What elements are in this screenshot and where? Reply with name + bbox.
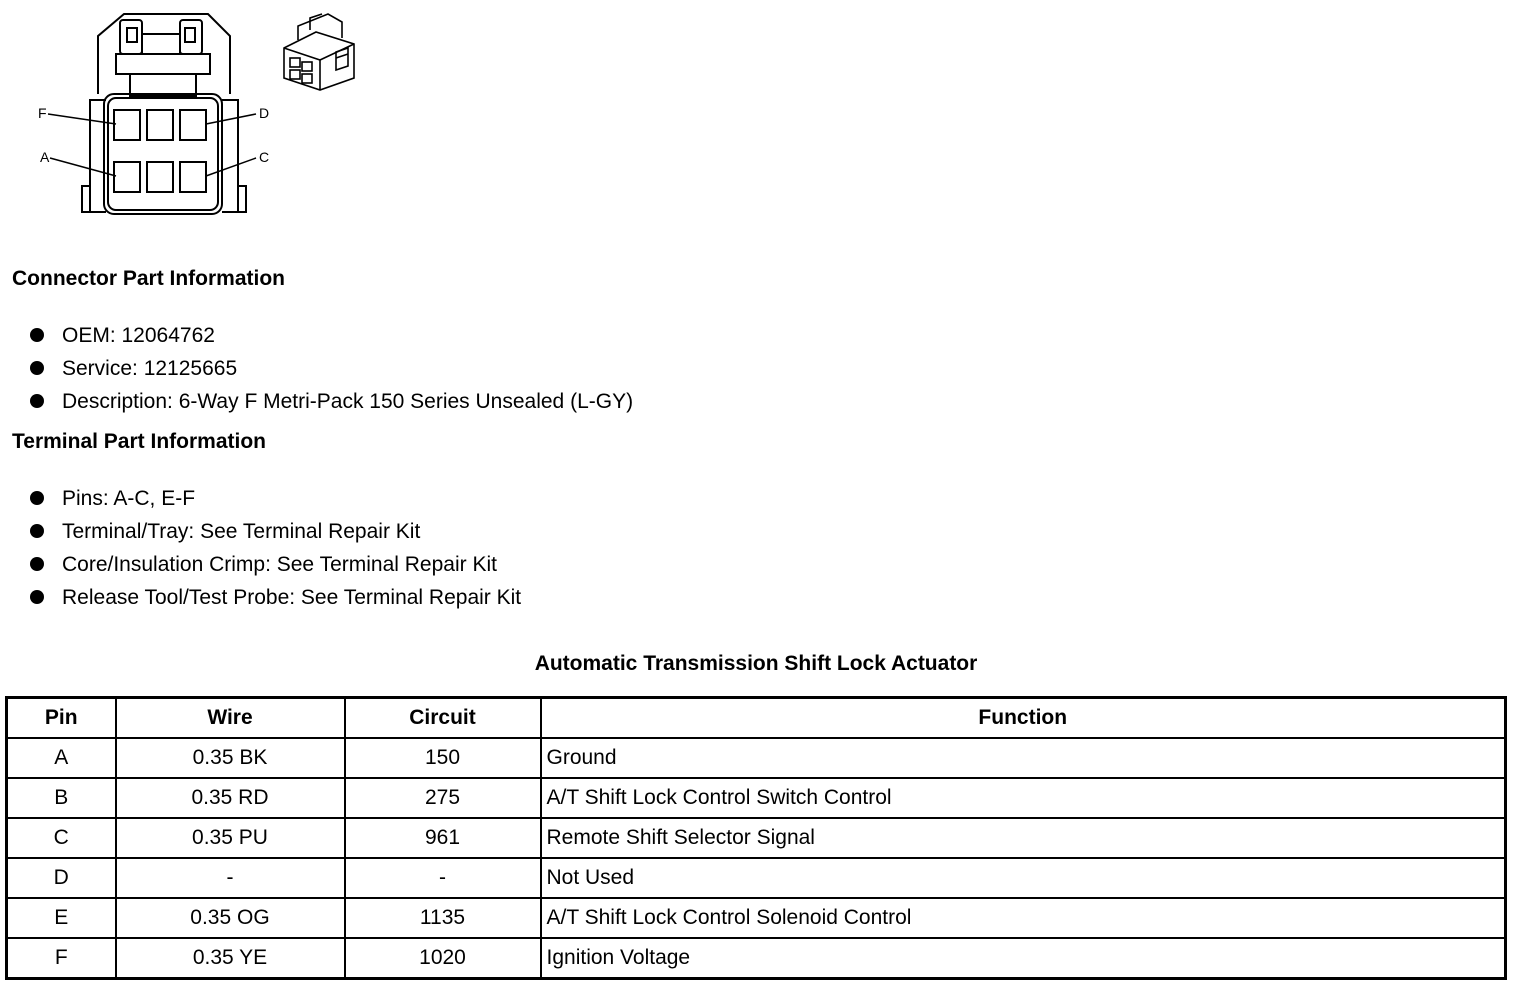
list-item: Description: 6-Way F Metri-Pack 150 Series Unsealed (L-GY) <box>30 385 633 418</box>
connector-face-diagram <box>30 8 280 223</box>
pin-label-c: C <box>259 149 270 165</box>
connector-part-heading: Connector Part Information <box>12 267 286 290</box>
list-item: Release Tool/Test Probe: See Terminal Repair Kit <box>30 581 521 614</box>
cell-circuit: 275 <box>345 778 541 818</box>
list-item: Service: 12125665 <box>30 352 633 385</box>
list-item: Pins: A-C, E-F <box>30 482 521 515</box>
bullet-icon <box>30 394 44 408</box>
header-pin: Pin <box>7 698 116 739</box>
pin-label-f: F <box>38 105 47 121</box>
cell-circuit: 150 <box>345 738 541 778</box>
list-item: Core/Insulation Crimp: See Terminal Repair Kit <box>30 548 521 581</box>
cell-pin: E <box>7 898 116 938</box>
cell-circuit: 1135 <box>345 898 541 938</box>
cell-function: A/T Shift Lock Control Switch Control <box>541 778 1506 818</box>
cell-pin: F <box>7 938 116 979</box>
cell-function: Remote Shift Selector Signal <box>541 818 1506 858</box>
cell-circuit: - <box>345 858 541 898</box>
cell-pin: B <box>7 778 116 818</box>
bullet-icon <box>30 328 44 342</box>
header-circuit: Circuit <box>345 698 541 739</box>
table-row <box>7 898 1506 938</box>
pin-label-d: D <box>259 105 270 121</box>
cell-pin: A <box>7 738 116 778</box>
cell-wire: - <box>116 858 345 898</box>
connector-isometric-icon <box>276 8 366 92</box>
table-row <box>7 858 1506 898</box>
table-row <box>7 738 1506 778</box>
bullet-icon <box>30 557 44 571</box>
terminal-part-list <box>30 482 521 614</box>
list-item: OEM: 12064762 <box>30 319 633 352</box>
cell-function: A/T Shift Lock Control Solenoid Control <box>541 898 1506 938</box>
terminal-part-heading: Terminal Part Information <box>12 430 266 453</box>
cell-function: Ignition Voltage <box>541 938 1506 979</box>
cell-wire: 0.35 OG <box>116 898 345 938</box>
bullet-icon <box>30 491 44 505</box>
cell-pin: C <box>7 818 116 858</box>
cell-pin: D <box>7 858 116 898</box>
bullet-icon <box>30 590 44 604</box>
cell-function: Ground <box>541 738 1506 778</box>
table-header-row <box>7 698 1506 739</box>
cell-function: Not Used <box>541 858 1506 898</box>
cell-circuit: 961 <box>345 818 541 858</box>
cell-circuit: 1020 <box>345 938 541 979</box>
list-item: Terminal/Tray: See Terminal Repair Kit <box>30 515 521 548</box>
header-wire: Wire <box>116 698 345 739</box>
cell-wire: 0.35 BK <box>116 738 345 778</box>
table-row <box>7 938 1506 979</box>
table-row <box>7 818 1506 858</box>
cell-wire: 0.35 YE <box>116 938 345 979</box>
cell-wire: 0.35 PU <box>116 818 345 858</box>
table-row <box>7 778 1506 818</box>
pin-table <box>5 696 1507 980</box>
bullet-icon <box>30 524 44 538</box>
header-function: Function <box>541 698 1506 739</box>
cell-wire: 0.35 RD <box>116 778 345 818</box>
bullet-icon <box>30 361 44 375</box>
connector-part-list <box>30 319 633 418</box>
pin-label-a: A <box>40 149 50 165</box>
table-title: Automatic Transmission Shift Lock Actuator <box>534 652 978 675</box>
